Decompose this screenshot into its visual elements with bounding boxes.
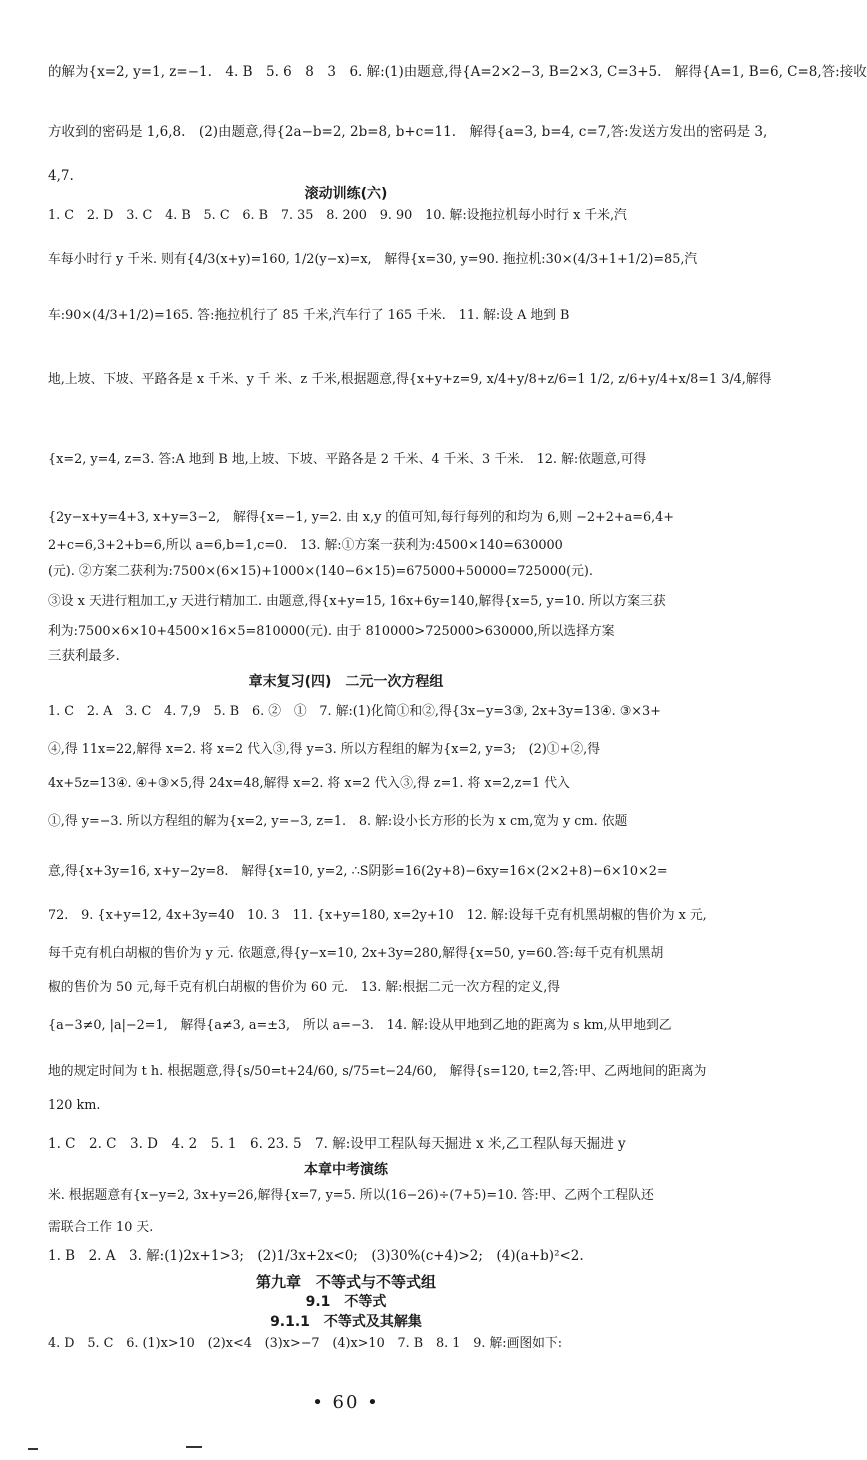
text-line: 地的规定时间为 t h. 根据题意,得{s/50=t+24/60, s/75=t−24/60, 解得{s=120, t=2,答:甲、乙两地间的距离为 (48, 1064, 707, 1079)
text-line: 意,得{x+3y=16, x+y−2y=8. 解得{x=10, y=2, ∴S阴影=16(2y+8)−6xy=16×(2×2+8)−6×10×2= (48, 864, 668, 879)
text-line: (元). ②方案二获利为:7500×(6×15)+1000×(140−6×15)=675000+50000=725000(元). (48, 564, 593, 579)
text-line: 72. 9. {x+y=12, 4x+3y=40 10. 3 11. {x+y=180, x=2y+10 12. 解:设每千克有机黑胡椒的售价为 x 元, (48, 908, 707, 923)
text-line: 1. C 2. D 3. C 4. B 5. C 6. B 7. 35 8. 200 9. 90 10. 解:设拖拉机每小时行 x 千米,汽 (48, 208, 627, 223)
text-line: {2y−x+y=4+3, x+y=3−2, 解得{x=−1, y=2. 由 x,y 的值可知,每行每列的和均为 6,则 −2+2+a=6,4+ (48, 510, 675, 525)
text-line: 2+c=6,3+2+b=6,所以 a=6,b=1,c=0. 13. 解:①方案一获利为:4500×140=630000 (48, 538, 563, 553)
text-line: 车:90×(4/3+1/2)=165. 答:拖拉机行了 85 千米,汽车行了 165 千米. 11. 解:设 A 地到 B (48, 308, 570, 323)
text-line: 1. C 2. A 3. C 4. 7,9 5. B 6. ② ① 7. 解:(1)化简①和②,得{3x−y=3③, 2x+3y=13④. ③×3+ (48, 704, 661, 719)
text-line: 需联合工作 10 天. (48, 1220, 154, 1235)
text-line: 1. C 2. C 3. D 4. 2 5. 1 6. 23. 5 7. 解:设甲工程队每天掘进 x 米,乙工程队每天掘进 y (48, 1136, 626, 1152)
text-line: 三获利最多. (48, 648, 120, 664)
text-line: 方收到的密码是 1,6,8. (2)由题意,得{2a−b=2, 2b=8, b+c=11. 解得{a=3, b=4, c=7,答:发送方发出的密码是 3, (48, 124, 768, 140)
scan-mark (186, 1446, 202, 1448)
text-line: ③设 x 天进行粗加工,y 天进行精加工. 由题意,得{x+y=15, 16x+6y=140,解得{x=5, y=10. 所以方案三获 (48, 594, 666, 609)
section-heading: 滚动训练(六) (304, 186, 388, 202)
text-line: 车每小时行 y 千米. 则有{4/3(x+y)=160, 1/2(y−x)=x, 解得{x=30, y=90. 拖拉机:30×(4/3+1+1/2)=85,汽 (48, 252, 698, 267)
text-line: 米. 根据题意有{x−y=2, 3x+y=26,解得{x=7, y=5. 所以(16−26)÷(7+5)=10. 答:甲、乙两个工程队还 (48, 1188, 654, 1203)
text-line: 椒的售价为 50 元,每千克有机白胡椒的售价为 60 元. 13. 解:根据二元一次方程的定义,得 (48, 980, 561, 995)
chapter-heading: 第九章 不等式与不等式组 (255, 1273, 436, 1291)
section-heading: 9.1 不等式 (305, 1294, 387, 1310)
text-line: 每千克有机白胡椒的售价为 y 元. 依题意,得{y−x=10, 2x+3y=280,解得{x=50, y=60.答:每千克有机黑胡 (48, 946, 664, 961)
text-line: 地,上坡、下坡、平路各是 x 千米、y 千 米、z 千米,根据题意,得{x+y+z=9, x/4+y/8+z/6=1 1/2, z/6+y/4+x/8=1 3/4,解得 (48, 372, 772, 387)
text-line: {a−3≠0, |a|−2=1, 解得{a≠3, a=±3, 所以 a=−3. 14. 解:设从甲地到乙地的距离为 s km,从甲地到乙 (48, 1018, 672, 1033)
text-line: 的解为{x=2, y=1, z=−1. 4. B 5. 6 8 3 6. 解:(1)由题意,得{A=2×2−3, B=2×3, C=3+5. 解得{A=1, B=6, C=8,答:接收 (48, 64, 867, 80)
text-line: 1. B 2. A 3. 解:(1)2x+1>3; (2)1/3x+2x<0; (3)30%(c+4)>2; (4)(a+b)²<2. (48, 1248, 584, 1264)
page-number: • 60 • (312, 1392, 380, 1413)
text-line: 利为:7500×6×10+4500×16×5=810000(元). 由于 810000>725000>630000,所以选择方案 (48, 624, 615, 639)
section-heading: 章末复习(四) 二元一次方程组 (248, 674, 444, 690)
scan-mark (28, 1448, 38, 1450)
subsection-heading: 9.1.1 不等式及其解集 (270, 1314, 422, 1330)
text-line: 120 km. (48, 1098, 101, 1113)
text-line: 4. D 5. C 6. (1)x>10 (2)x<4 (3)x>−7 (4)x>10 7. B 8. 1 9. 解:画图如下: (48, 1336, 563, 1351)
text-line: {x=2, y=4, z=3. 答:A 地到 B 地,上坡、下坡、平路各是 2 千米、4 千米、3 千米. 12. 解:依题意,可得 (48, 452, 647, 467)
text-line: ①,得 y=−3. 所以方程组的解为{x=2, y=−3, z=1. 8. 解:设小长方形的长为 x cm,宽为 y cm. 依题 (48, 814, 628, 829)
text-line: 4,7. (48, 168, 74, 184)
section-heading: 本章中考演练 (304, 1162, 388, 1178)
text-line: ④,得 11x=22,解得 x=2. 将 x=2 代入③,得 y=3. 所以方程组的解为{x=2, y=3; (2)①+②,得 (48, 742, 600, 757)
text-line: 4x+5z=13④. ④+③×5,得 24x=48,解得 x=2. 将 x=2 代入③,得 z=1. 将 x=2,z=1 代入 (48, 776, 570, 791)
